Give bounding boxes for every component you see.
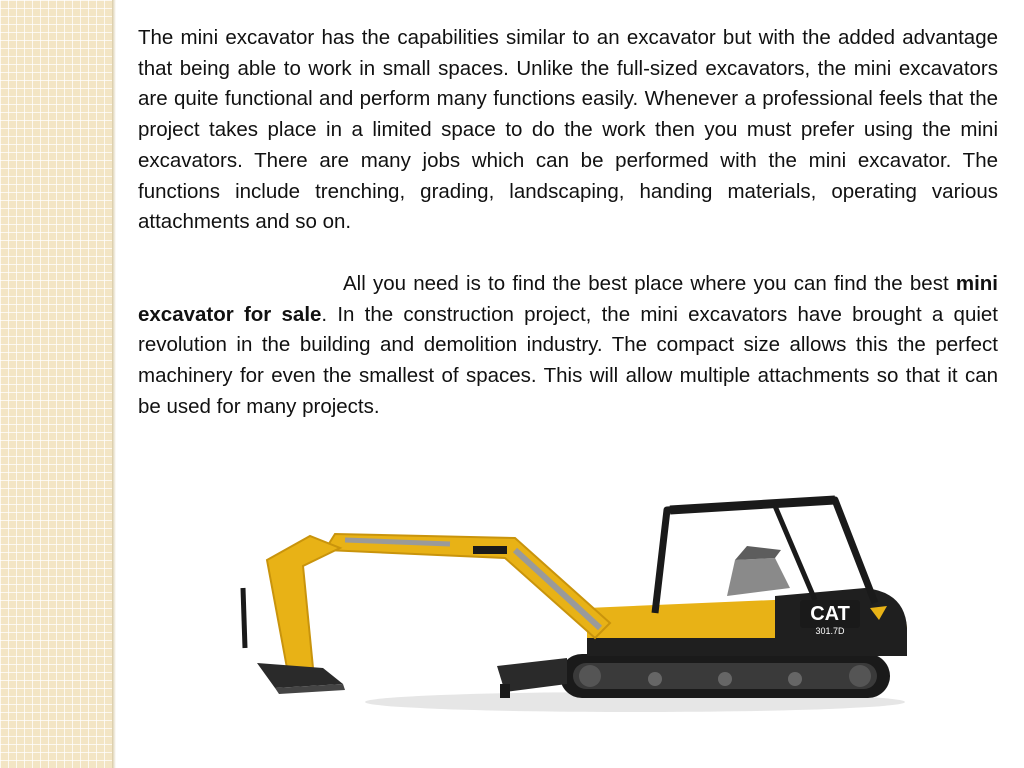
boom-decal [473, 546, 507, 554]
dozer-blade-edge [500, 684, 510, 698]
stick [267, 536, 340, 668]
paragraph-sale [138, 269, 998, 423]
mini-excavator-for-sale-link[interactable]: mini excavator for sale [138, 271, 998, 326]
brand-logo: CAT [810, 603, 850, 625]
model-label: 301.7D [815, 626, 845, 636]
boom-arm [243, 534, 610, 668]
operator-seat [727, 558, 790, 596]
track-idler-wheel [579, 665, 601, 687]
side-strip-shadow [112, 0, 116, 768]
bucket [257, 663, 343, 688]
track-roller [718, 672, 732, 686]
boom-cylinder [515, 550, 600, 628]
mini-excavator-illustration [215, 488, 925, 728]
paragraph-sale-tail: . In the construction project, the mini excavators have brought a quiet revolution in the building and demolition industry. The compact size allows this the perfect machinery for even the smallest of spaces. This will allow multiple attachments so that it can be used for many projects. [138, 302, 998, 418]
decorative-side-strip [0, 0, 112, 768]
bucket-cylinder [243, 588, 245, 648]
track-assembly [560, 654, 890, 698]
canopy-roof [670, 500, 835, 510]
slide-content [138, 23, 998, 422]
track-roller [788, 672, 802, 686]
seat-back [735, 546, 781, 560]
body-lower-band [587, 638, 907, 656]
paragraph-intro: The mini excavator has the capabilities similar to an excavator but with the added advantage that being able to work in small spaces. Unlike the full-sized excavators, the mini excavators are quite functional and perform many functions easily. Whenever a professional feels that the project takes place in a limited space to do the work then you must prefer using the mini excavators. There are many jobs which can be performed with the mini excavator. The functions include trenching, grading, landscaping, handing materials, operating various attachments and so on. [138, 26, 998, 234]
paragraph-sale-lead: All you need is to find the best place where you can find the best [343, 271, 956, 295]
mini-excavator-image [215, 488, 925, 728]
boom [325, 534, 610, 638]
track-drive-sprocket [849, 665, 871, 687]
track-roller [648, 672, 662, 686]
